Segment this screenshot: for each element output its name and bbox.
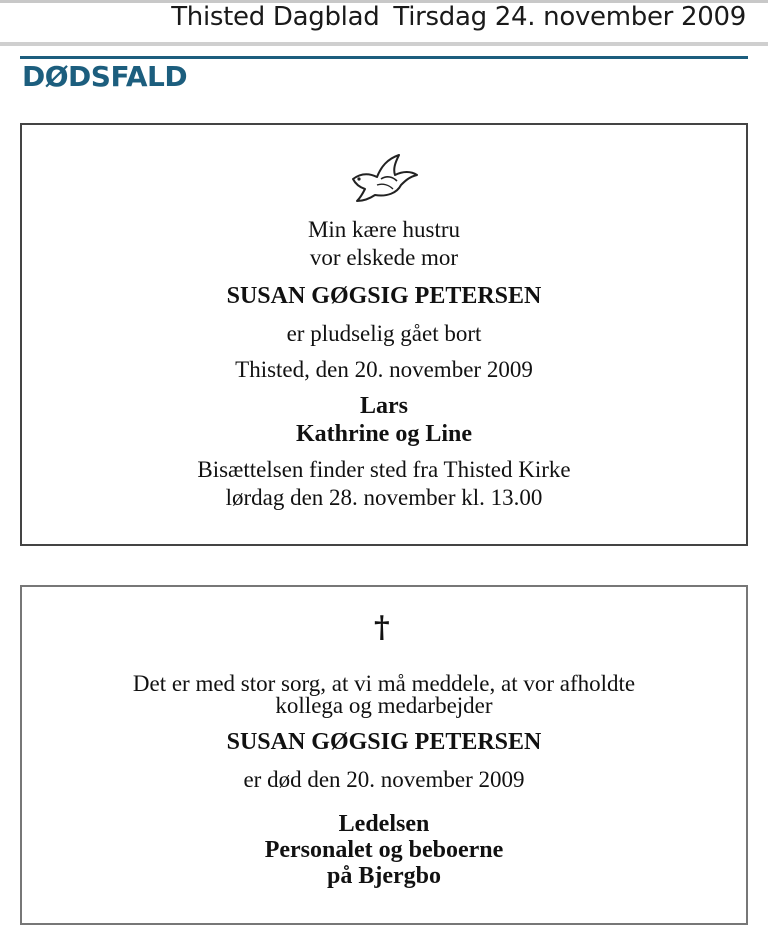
masthead-bottom-rule [0,42,768,46]
obituary-notice-family [20,123,748,546]
masthead-title [171,2,746,32]
place-date: Thisted, den 20. november 2009 [235,357,533,382]
funeral-line-1: Bisættelsen finder sted fra Thisted Kirke [197,457,571,482]
dove-icon [347,149,419,205]
intro-line-1: Det er med stor sorg, at vi må meddele, at vor afholdte [132,671,636,696]
signer-3: på Bjergbo [327,863,441,889]
deceased-name: SUSAN GØGSIG PETERSEN [226,283,542,309]
issue-date: Tirsdag 24. november 2009 [393,2,746,32]
signer-1: Ledelsen [338,811,430,837]
intro-line-2: kollega og medarbejder [275,693,493,718]
obituary-notice-colleagues [20,585,748,925]
cross-icon: † [374,610,390,645]
status-line: er pludselig gået bort [286,321,482,346]
signer-2: Personalet og beboerne [264,837,504,863]
intro-line-1: Min kære hustru [307,217,461,242]
newspaper-name: Thisted Dagblad [171,2,380,32]
signer-2: Kathrine og Line [295,421,472,447]
section-title: DØDSFALD [22,60,188,93]
status-line: er død den 20. november 2009 [243,767,525,792]
masthead [0,0,768,46]
deceased-name: SUSAN GØGSIG PETERSEN [226,729,542,755]
signer-1: Lars [360,393,408,419]
intro-line-2: vor elskede mor [309,245,459,270]
funeral-line-2: lørdag den 28. november kl. 13.00 [225,485,543,510]
section-rule [20,56,748,59]
